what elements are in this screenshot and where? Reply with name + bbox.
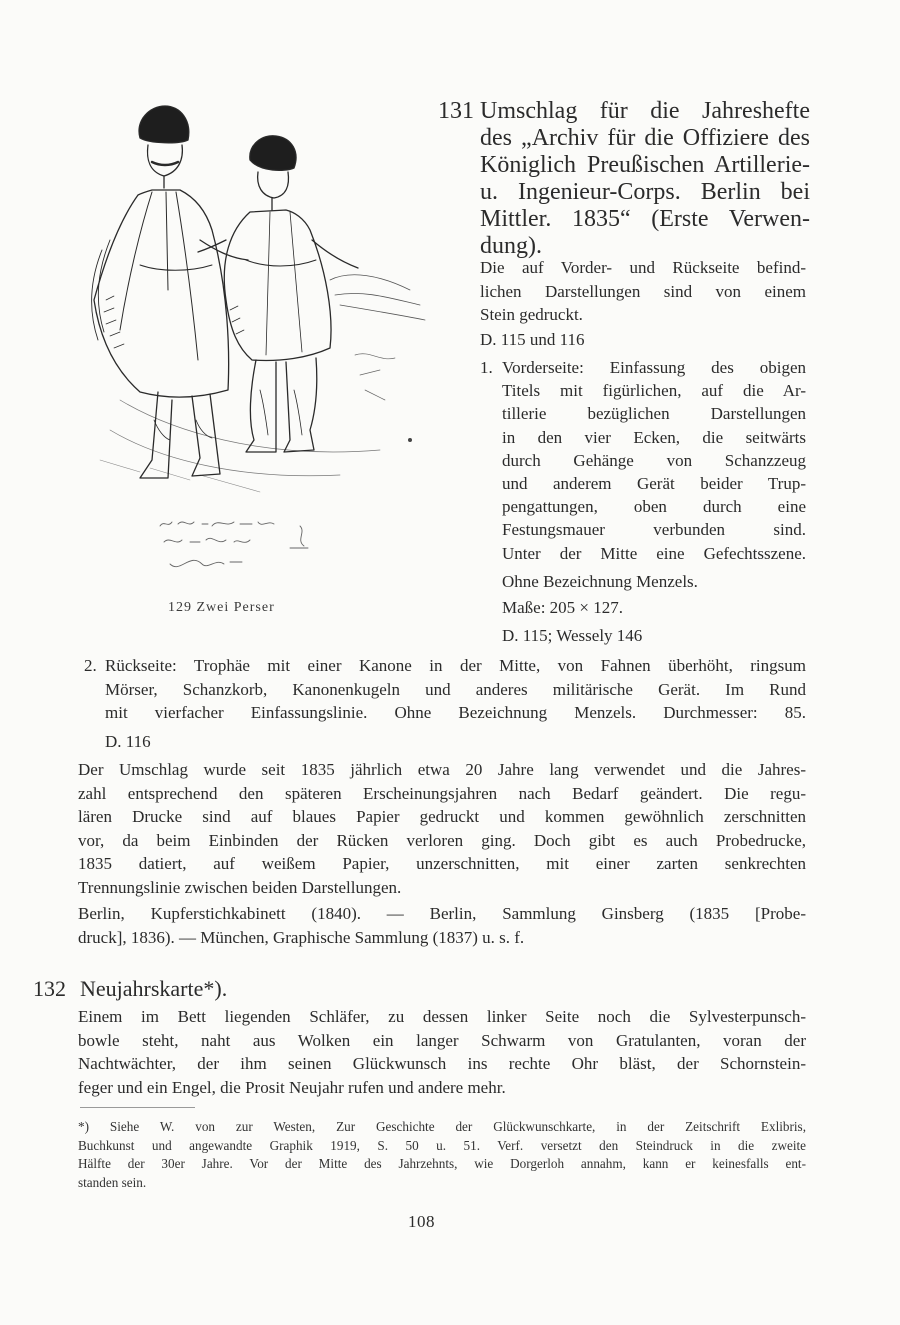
location-line: druck], 1836). — München, Graphische Sammlung (1837) u. s. f.: [78, 927, 525, 947]
item-number: 1.: [480, 358, 493, 377]
title-line: Königlich Preußischen Artillerie-: [480, 152, 810, 178]
figure-caption: 129 Zwei Perser: [168, 600, 275, 615]
body-line: vor, da beim Einbinden der Rücken verloren ging. Doch gibt es auch Probedrucke,: [78, 830, 806, 850]
entry-body: [78, 1005, 806, 1099]
entry-title: Neujahrskarte*).: [80, 976, 228, 1001]
item-reference: D. 115; Wessely 146: [502, 626, 643, 645]
item-line: Festungsmauer verbunden sind.: [502, 520, 806, 540]
body-line: 1835 datiert, auf weißem Papier, unzerschnitten, mit einer zarten senkrechten: [78, 854, 806, 873]
item-line: und anderem Gerät beider Trup-: [502, 474, 806, 494]
title-line: dung).: [480, 233, 542, 259]
footnote-divider: [80, 1107, 195, 1108]
footnote-line: Hälfte der 30er Jahre. Vor der Mitte des Jahrzehnts, wie Dorgerloh annahm, kann er keinesfalls ent-: [78, 1156, 806, 1171]
footnote-line: Buchkunst und angewandte Graphik 1919, S. 50 u. 51. Verf. versetzt den Steindruck in die zweite: [78, 1137, 806, 1153]
dimensions: Maße: 205 × 127.: [502, 598, 624, 617]
footnote-line: standen sein.: [78, 1174, 147, 1190]
note-line: lichen Darstellungen sind von einem: [480, 281, 806, 301]
entry-number: 132: [33, 976, 66, 1001]
body-line: Trennungslinie zwischen beiden Darstellungen.: [78, 877, 402, 897]
item-line: Vorderseite: Einfassung des obigen: [502, 358, 806, 377]
item-line: Mörser, Schanzkorb, Kanonenkugeln und anderes militärische Gerät. Im Rund: [105, 679, 806, 699]
note-line: Stein gedruckt.: [480, 305, 583, 324]
item-number: 2.: [84, 656, 97, 675]
item-line: Rückseite: Trophäe mit einer Kanone in der Mitte, von Fahnen überhöht, ringsum: [105, 656, 806, 675]
body-line: Einem im Bett liegenden Schläfer, zu dessen linker Seite noch die Sylvesterpunsch-: [78, 1007, 806, 1026]
body-line: zahl entsprechend den späteren Erscheinungsjahren nach Bedarf geändert. Die regu-: [78, 783, 806, 803]
footnote: [78, 1118, 806, 1192]
illustration-two-persians: [80, 100, 430, 500]
item-line: Titels mit figürlichen, auf die Ar-: [502, 381, 806, 401]
title-line: u. Ingenieur-Corps. Berlin bei: [480, 179, 810, 205]
signature-note: Ohne Bezeichnung Menzels.: [502, 572, 698, 591]
footnote-line: *) Siehe W. von zur Westen, Zur Geschichte der Glückwunschkarte, in der Zeitschrift Exlibris,: [78, 1119, 806, 1134]
item-line: Unter der Mitte eine Gefechtsszene.: [502, 543, 806, 563]
body-line: Nachtwächter, der ihm seinen Glückwunsch ins rechte Ohr bläst, der Schornstein-: [78, 1054, 806, 1073]
collection-locations: [78, 902, 806, 949]
entry-number: 131: [438, 98, 474, 124]
title-line: Umschlag für die Jahreshefte: [480, 98, 810, 124]
title-line: des „Archiv für die Offiziere des: [480, 125, 810, 151]
item-line: mit vierfacher Einfassungslinie. Ohne Bezeichnung Menzels. Durchmesser: 85.: [105, 703, 806, 722]
item-line: in den vier Ecken, die seitwärts: [502, 427, 806, 447]
entry-body: [78, 758, 806, 899]
body-line: lären Drucke sind auf blaues Papier gedruckt und kommen gewöhnlich zerschnitten: [78, 807, 806, 826]
location-line: Berlin, Kupferstichkabinett (1840). — Berlin, Sammlung Ginsberg (1835 [Probe-: [78, 904, 806, 923]
body-line: Der Umschlag wurde seit 1835 jährlich etwa 20 Jahre lang verwendet und die Jahres-: [78, 760, 806, 779]
persian-script-inscription: [150, 512, 330, 582]
item-line: tillerie bezüglichen Darstellungen: [502, 404, 806, 424]
entry-note: [480, 256, 806, 327]
item-reference: D. 116: [105, 732, 151, 751]
note-line: Die auf Vorder- und Rückseite befind-: [480, 258, 806, 277]
body-line: feger und ein Engel, die Prosit Neujahr rufen und andere mehr.: [78, 1077, 506, 1097]
title-line: Mittler. 1835“ (Erste Verwen-: [480, 206, 810, 232]
item-line: durch Gehänge von Schanzzeug: [502, 450, 806, 470]
item-description: [105, 654, 806, 725]
page-number: 108: [408, 1212, 435, 1231]
d-reference: D. 115 und 116: [480, 330, 585, 349]
item-line: pengattungen, oben durch eine: [502, 497, 806, 517]
item-description: [502, 356, 806, 565]
body-line: bowle steht, naht aus Wolken ein langer Schwarm von Gratulanten, voran der: [78, 1030, 806, 1050]
entry-title: [480, 98, 810, 260]
